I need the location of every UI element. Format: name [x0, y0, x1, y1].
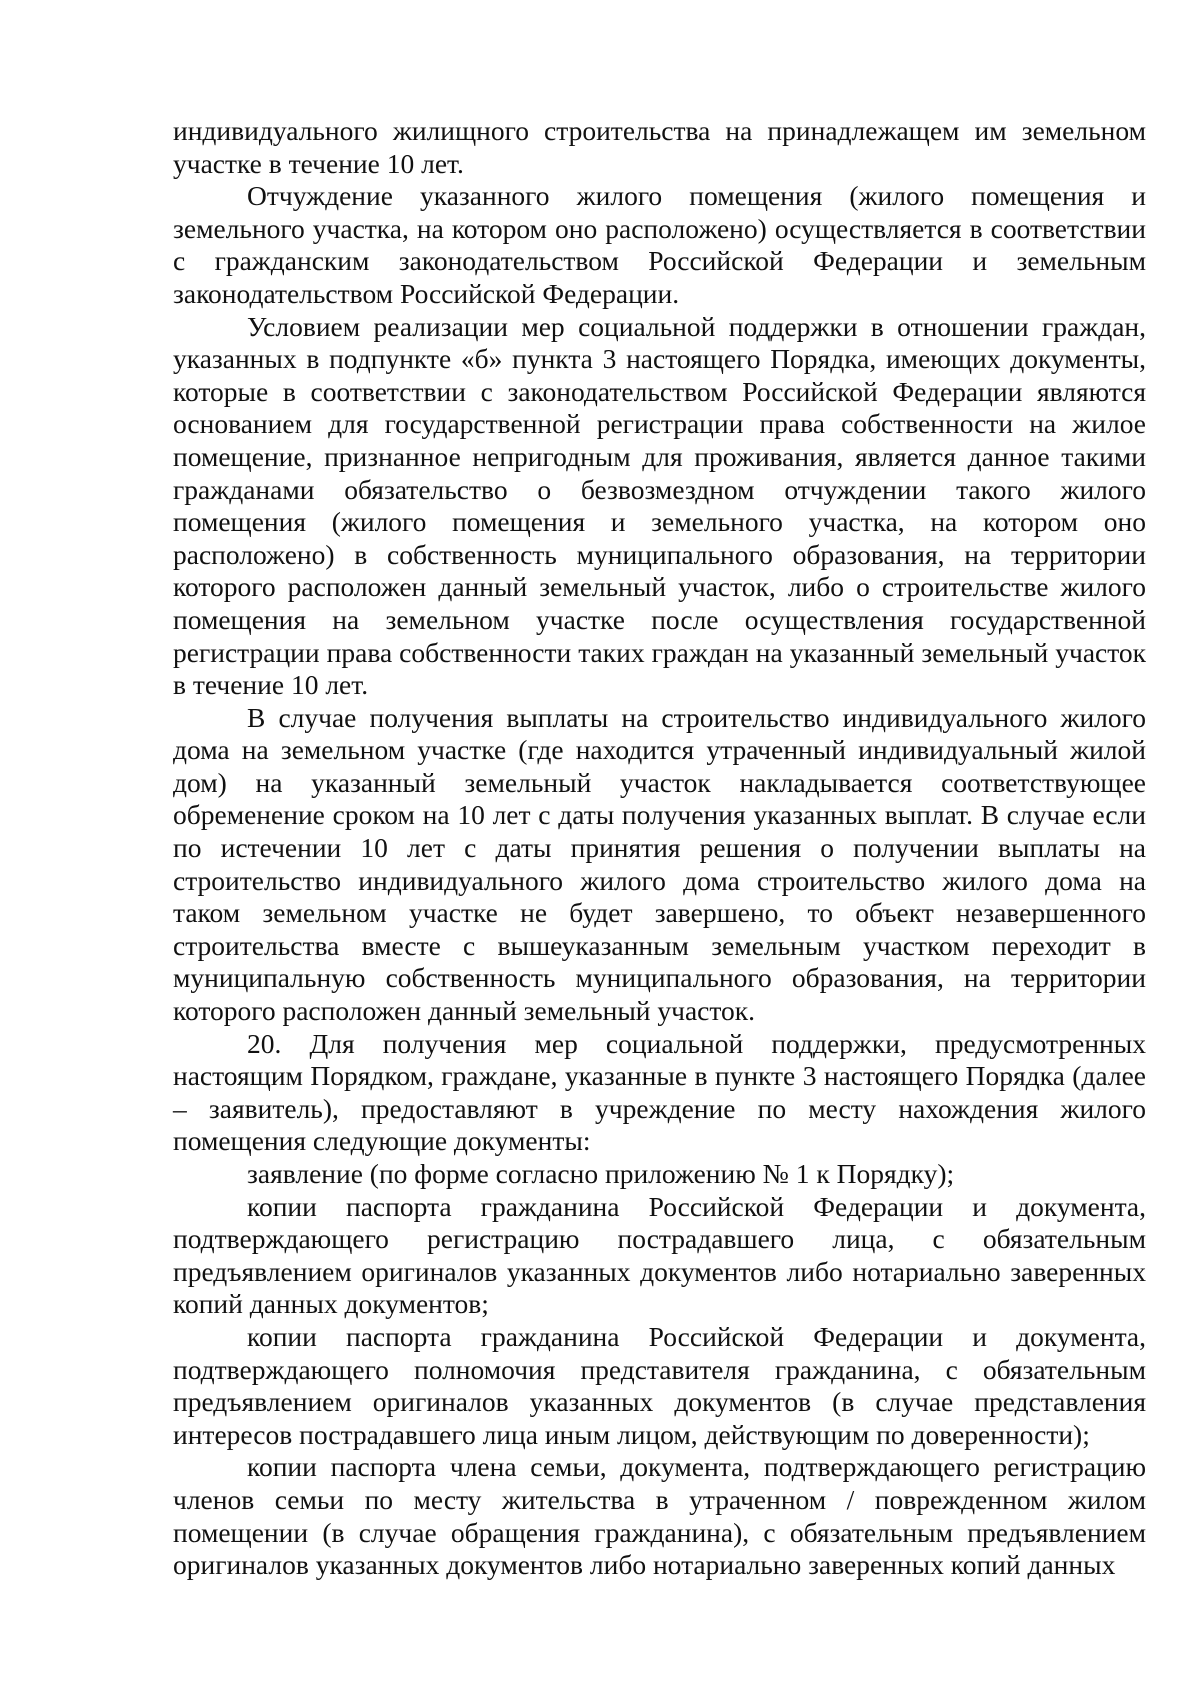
paragraph-payment-encumbrance: В случае получения выплаты на строительство индивидуального жилого дома на земельном участке (где находится утраченный индивидуальный жилой дом) на указанный земельный участок накладывается соответствующее обременение сроком на 10 лет с даты получения указанных выплат. В случае если по истечении 10 лет с даты принятия решения о получении выплаты на строительство индивидуального жилого дома строительство жилого дома на таком земельном участке не будет завершено, то объект незавершенного строительства вместе с вышеуказанным земельным участком переходит в муниципальную собственность муниципального образования, на территории которого расположен данный земельный участок.: [173, 701, 1146, 1027]
list-item-passport-registration: копии паспорта гражданина Российской Федерации и документа, подтверждающего регистрацию пострадавшего лица, с обязательным предъявлением оригиналов указанных документов либо нотариально заверенных копий данных документов;: [173, 1190, 1146, 1320]
paragraph-item-20: 20. Для получения мер социальной поддержки, предусмотренных настоящим Порядком, граждане, указанные в пункте 3 настоящего Порядка (далее – заявитель), предоставляют в учреждение по месту нахождения жилого помещения следующие документы:: [173, 1027, 1146, 1157]
paragraph-support-condition: Условием реализации мер социальной поддержки в отношении граждан, указанных в подпункте «б» пункта 3 настоящего Порядка, имеющих документы, которые в соответствии с законодательством Российской Федерации являются основанием для государственной регистрации права собственности на жилое помещение, признанное непригодным для проживания, является данное такими гражданами обязательство о безвозмездном отчуждении такого жилого помещения (жилого помещения и земельного участка, на котором оно расположено) в собственность муниципального образования, на территории которого расположен данный земельный участок, либо о строительстве жилого помещения на земельном участке после осуществления государственной регистрации права собственности таких граждан на указанный земельный участок в течение 10 лет.: [173, 310, 1146, 701]
list-item-family-passport: копии паспорта члена семьи, документа, подтверждающего регистрацию членов семьи по месту жительства в утраченном / поврежденном жилом помещении (в случае обращения гражданина), с обязательным предъявлением оригиналов указанных документов либо нотариально заверенных копий данных: [173, 1451, 1146, 1581]
list-item-passport-representative: копии паспорта гражданина Российской Федерации и документа, подтверждающего полномочия представителя гражданина, с обязательным предъявлением оригиналов указанных документов (в случае представления интересов пострадавшего лица иным лицом, действующим по доверенности);: [173, 1320, 1146, 1450]
list-item-application: заявление (по форме согласно приложению № 1 к Порядку);: [247, 1158, 955, 1189]
paragraph-continuation: индивидуального жилищного строительства на принадлежащем им земельном участке в течение 10 лет.: [173, 115, 1146, 179]
paragraph-alienation: Отчуждение указанного жилого помещения (жилого помещения и земельного участка, на котором оно расположено) осуществляется в соответствии с гражданским законодательством Российской Федерации и земельным законодательством Российской Федерации.: [173, 180, 1146, 309]
document-body: [173, 115, 1146, 1582]
